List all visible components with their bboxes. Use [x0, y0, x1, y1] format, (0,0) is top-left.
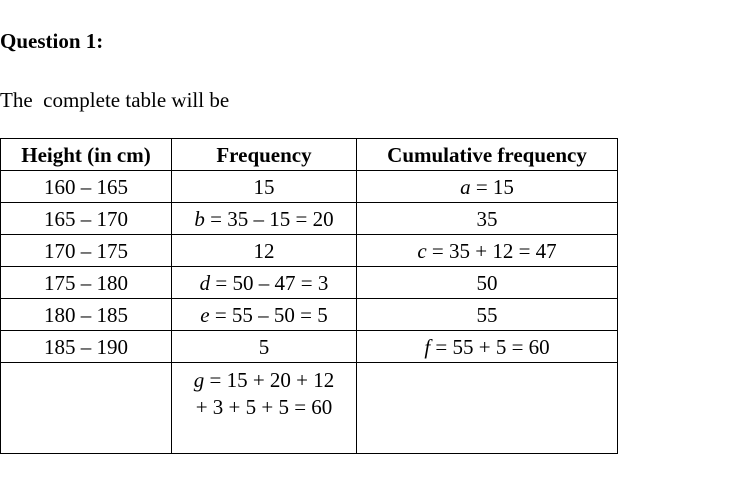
frequency-variable: d: [199, 270, 211, 295]
cumulative-expression: 50: [476, 270, 498, 295]
frequency-expression: = 50 – 47 = 3: [210, 270, 329, 295]
total-frequency-variable: g: [193, 368, 205, 392]
cumulative-cell: [357, 171, 618, 203]
table-total-row: [1, 363, 618, 454]
cumulative-cell: [357, 267, 618, 299]
height-cell: 175 – 180: [1, 267, 172, 299]
height-cell: 180 – 185: [1, 299, 172, 331]
cumulative-expression: = 35 + 12 = 47: [426, 238, 557, 263]
intro-text: The complete table will be: [0, 88, 230, 112]
cumulative-expression: = 55 + 5 = 60: [430, 334, 550, 359]
table-row: [1, 171, 618, 203]
frequency-expression: 15: [253, 174, 275, 199]
cumulative-cell: [357, 331, 618, 363]
total-height-cell: [1, 363, 172, 454]
header-cumulative-frequency: Cumulative frequency: [357, 139, 618, 171]
frequency-expression: 12: [253, 238, 275, 263]
cumulative-expression: 55: [476, 302, 498, 327]
cumulative-cell: [357, 203, 618, 235]
frequency-table: [0, 138, 618, 454]
frequency-variable: b: [194, 206, 205, 231]
frequency-cell: [172, 299, 357, 331]
header-height: Height (in cm): [1, 139, 172, 171]
frequency-variable: e: [200, 302, 210, 327]
cumulative-variable: f: [424, 334, 431, 359]
height-cell: 170 – 175: [1, 235, 172, 267]
cumulative-variable: c: [417, 238, 427, 263]
frequency-expression: = 35 – 15 = 20: [204, 206, 334, 231]
cumulative-cell: [357, 299, 618, 331]
table-row: [1, 331, 618, 363]
table-row: [1, 267, 618, 299]
frequency-cell: [172, 171, 357, 203]
cumulative-variable: a: [460, 174, 471, 199]
total-frequency-line-1: [172, 367, 356, 394]
height-cell: 165 – 170: [1, 203, 172, 235]
cumulative-expression: 35: [476, 206, 498, 231]
cumulative-cell: [357, 235, 618, 267]
height-cell: 160 – 165: [1, 171, 172, 203]
frequency-cell: [172, 203, 357, 235]
cumulative-expression: = 15: [470, 174, 514, 199]
total-frequency-line-2: + 3 + 5 + 5 = 60: [195, 395, 333, 419]
total-cumulative-cell: [357, 363, 618, 454]
total-frequency-cell: [172, 363, 357, 454]
table-row: [1, 299, 618, 331]
question-heading: Question 1:: [0, 29, 104, 53]
frequency-cell: [172, 267, 357, 299]
frequency-expression: = 55 – 50 = 5: [209, 302, 328, 327]
table-row: [1, 235, 618, 267]
table-header-row: [1, 139, 618, 171]
header-frequency: Frequency: [172, 139, 357, 171]
frequency-cell: [172, 331, 357, 363]
height-cell: 185 – 190: [1, 331, 172, 363]
table-row: [1, 203, 618, 235]
total-frequency-expression-1: = 15 + 20 + 12: [204, 368, 335, 392]
frequency-cell: [172, 235, 357, 267]
frequency-expression: 5: [258, 334, 270, 359]
